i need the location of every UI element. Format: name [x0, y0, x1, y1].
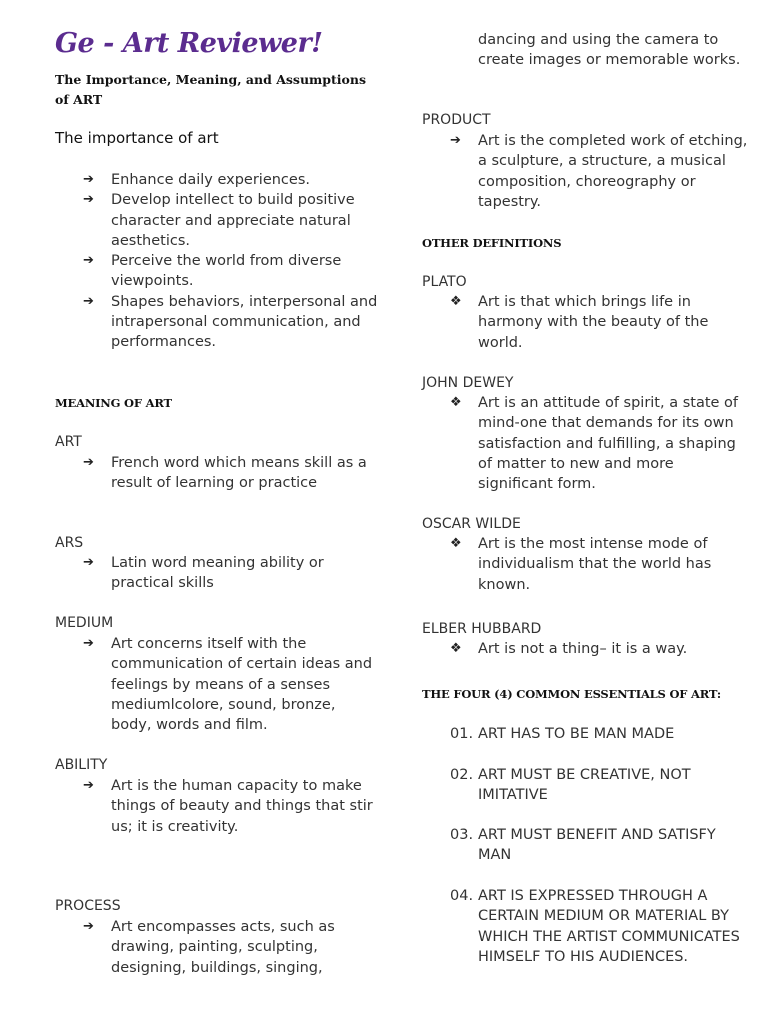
four-diamond-icon: ❖: [450, 641, 462, 656]
list-item: ➔ Perceive the world from diverse viewpoints.: [83, 253, 342, 290]
four-diamond-icon: ❖: [450, 294, 462, 309]
list-item: 01. ART HAS TO BE MAN MADE: [450, 726, 675, 742]
arrow-right-icon: ➔: [83, 293, 94, 309]
list-item: ❖ Art is not a thing– it is a way.: [422, 639, 752, 659]
name-oscar-wilde: OSCAR WILDE: [422, 516, 521, 532]
arrow-right-icon: ➔: [83, 192, 94, 208]
essentials-heading: THE FOUR (4) COMMON ESSENTIALS OF ART:: [422, 687, 721, 701]
arrow-right-icon: ➔: [83, 172, 94, 187]
list-item: ➔ Art is the human capacity to make things of beauty and things that stir us; it is creativity.: [83, 778, 373, 835]
list-item: 04. ART IS EXPRESSED THROUGH A CERTAIN MEDIUM OR MATERIAL BY WHICH THE ARTIST COMMUNICATES HIMSELF TO HIS AUDIENCES.: [450, 888, 740, 965]
other-definitions-heading: OTHER DEFINITIONS: [422, 236, 562, 250]
essentials-item-2: [422, 765, 752, 806]
essentials-item-3: [422, 825, 752, 866]
product-definition: [422, 131, 752, 212]
term-ability: ABILITY: [55, 757, 108, 773]
list-item: ❖ Art is the most intense mode of individualism that the world has known.: [450, 536, 712, 593]
list-item: ➔ Develop intellect to build positive character and appreciate natural aesthetics.: [83, 192, 355, 249]
list-item: ➔ Art concerns itself with the communication of certain ideas and feelings by means of a senses mediumlcolore, sound, bronze, body, words and film.: [83, 636, 373, 734]
list-item: ➔ Art encompasses acts, such as drawing, painting, sculpting, designing, buildings, singing,: [83, 919, 335, 976]
wilde-definition: [422, 534, 752, 595]
subtitle: The Importance, Meaning, and Assumptions of ART: [55, 72, 367, 107]
four-diamond-icon: ❖: [450, 536, 462, 551]
ars-definition: [55, 553, 375, 594]
list-item: ➔ Shapes behaviors, interpersonal and intrapersonal communication, and performances.: [83, 293, 378, 351]
list-item: 02. ART MUST BE CREATIVE, NOT IMITATIVE: [450, 767, 691, 804]
arrow-right-icon: ➔: [83, 555, 94, 570]
essentials-item-1: [422, 724, 752, 744]
arrow-right-icon: ➔: [450, 133, 461, 148]
term-ars: ARS: [55, 535, 84, 551]
process-continued: dancing and using the camera to create images or memorable works.: [478, 32, 741, 69]
process-definition: [55, 917, 375, 978]
list-item: ❖ Art is an attitude of spirit, a state of mind-one that demands for its own satisfaction and fulfilling, a shaping of matter to new and more significant form.: [450, 395, 739, 493]
term-art: ART: [55, 434, 82, 450]
list-item: ❖ Art is that which brings life in harmony with the beauty of the world.: [450, 294, 709, 351]
arrow-right-icon: ➔: [83, 455, 94, 470]
arrow-right-icon: ➔: [83, 919, 94, 934]
name-elber-hubbard: ELBER HUBBARD: [422, 621, 542, 637]
page-title: Ge - Art Reviewer!: [55, 28, 323, 59]
list-item: ➔ Art is the completed work of etching, a sculpture, a structure, a musical composition, choreography or tapestry.: [450, 133, 748, 210]
list-item: ➔ Latin word meaning ability or practical skills: [83, 555, 324, 592]
name-john-dewey: JOHN DEWEY: [422, 375, 514, 391]
list-item: ➔ French word which means skill as a result of learning or practice: [83, 455, 367, 492]
arrow-right-icon: ➔: [83, 778, 94, 793]
ability-definition: [55, 776, 375, 837]
dewey-definition: [422, 393, 752, 494]
list-item: ➔ Enhance daily experiences.: [55, 170, 385, 190]
term-process: PROCESS: [55, 898, 121, 914]
arrow-right-icon: ➔: [83, 253, 94, 269]
plato-definition: [422, 292, 752, 353]
meaning-heading: MEANING OF ART: [55, 396, 172, 410]
medium-definition: [55, 634, 375, 735]
term-medium: MEDIUM: [55, 615, 114, 631]
four-diamond-icon: ❖: [450, 395, 462, 410]
art-definition: [55, 453, 375, 494]
importance-list: [55, 170, 385, 353]
essentials-item-4: [422, 886, 752, 967]
importance-heading: The importance of art: [55, 129, 219, 147]
arrow-right-icon: ➔: [83, 636, 94, 651]
term-product: PRODUCT: [422, 112, 491, 128]
name-plato: PLATO: [422, 274, 467, 290]
list-item: 03. ART MUST BENEFIT AND SATISFY MAN: [450, 827, 716, 864]
hubbard-definition: [422, 639, 752, 659]
